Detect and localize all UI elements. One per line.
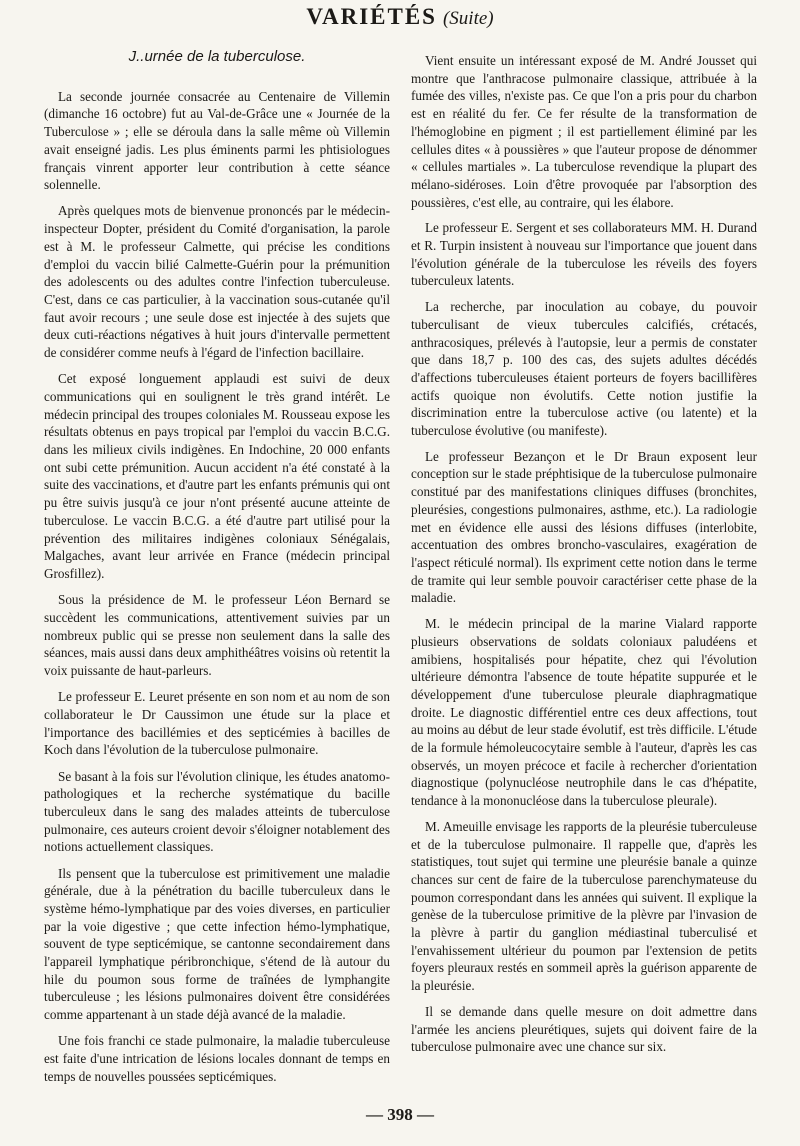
paragraph: M. Ameuille envisage les rapports de la pleurésie tuberculeuse et de la tuberculose pulmonaire. Il rappelle que, d'après les statistiques, tout sujet qui termine une pleurésie banale a quinze chances sur cent de faire de la tuberculose parenchymateuse du poumon correspondant dans les années qui suivent. Il explique la genèse de la tuberculose primitive de la plèvre par l'invasion de la plèvre à partir du ganglion médiastinal tuberculisé et l'envahissement ultérieur du poumon par l'extension de petits foyers pleuraux restés en sommeil après la guérison apparente de la pleurésie. bbox=[411, 818, 757, 994]
left-column bbox=[44, 48, 390, 1094]
right-column bbox=[411, 52, 757, 1064]
paragraph: Après quelques mots de bienvenue prononcés par le médecin-inspecteur Dopter, président du Comité d'organisation, la parole est à M. le professeur Calmette, qui précise les conditions d'emploi du vaccin bilié Calmette-Guérin pour la prémunition des adolescents ou des adultes contre l'infection tuberculeuse. C'est, dans ce cas particulier, à la vaccination sous-cutanée qu'il faut avoir recours ; une seule dose est injectée à des sujets que deux cuti-réactions négatives à huit jours d'intervalle permettent de considérer comme neufs à l'égard de l'infection bacillaire. bbox=[44, 203, 390, 361]
paragraph: Le professeur E. Leuret présente en son nom et au nom de son collaborateur le Dr Caussimon une étude sur la place et l'importance des bacillémies et des septicémies à bacilles de Koch dans l'évolution de la tuberculose pulmonaire. bbox=[44, 689, 390, 758]
paragraph: Sous la présidence de M. le professeur Léon Bernard se succèdent les communications, attentivement suivies par un nombreux public qui se presse non seulement dans la salle des séances, mais aussi dans deux amphithéâtres voisins où retentit la voix puissante de haut-parleurs. bbox=[44, 592, 390, 678]
paragraph: Il se demande dans quelle mesure on doit admettre dans l'armée les anciens pleurétiques, sujets qui doivent faire de la tuberculose pulmonaire avec une chance sur six. bbox=[411, 1003, 757, 1055]
paragraph: Le professeur E. Sergent et ses collaborateurs MM. H. Durand et R. Turpin insistent à nouveau sur l'importance que jouent dans l'évolution générale de la tuberculose les réveils des foyers tuberculeux latents. bbox=[411, 220, 757, 289]
paragraph: La seconde journée consacrée au Centenaire de Villemin (dimanche 16 octobre) fut au Val-de-Grâce une « Journée de la Tuberculose » ; elle se déroula dans la salle même où Villemin avait enseigné jadis. Les plus éminents parmi les phtisiologues français vinrent apporter leur contribution à cette séance solennelle. bbox=[44, 88, 390, 193]
paragraph: Cet exposé longuement applaudi est suivi de deux communications qui en soulignent le très grand intérêt. Le médecin principal des troupes coloniales M. Rousseau expose les résultats obtenus en pays tropical par l'emploi du vaccin B.C.G. dans les milieux civils indigènes. En Indochine, 20 000 enfants ont subi cette prémunition. Aucun accident n'a été constaté à la suite des vaccinations, et d'autre part les enfants prémunis qui ont pu être suivis jusqu'à ce jour n'ont présenté aucune atteinte de tuberculose. Le vaccin B.C.G. a été d'autre part utilisé pour la prévention des militaires indigènes coloniaux Sénégalais, Malgaches, avant leur arrivée en France (médecin principal Grosfillez). bbox=[44, 371, 390, 581]
paragraph: M. le médecin principal de la marine Vialard rapporte plusieurs observations de soldats coloniaux paludéens et amibiens, hospitalisés pour hépatite, chez qui l'évolution ultérieure démontra l'absence de toute hépatite suppurée et le développement d'une tuberculose pleurale diaphragmatique droite. Le diagnostic différentiel entre ces deux affections, tout au moins au début de leur stade évolutif, est très difficile. L'étude de la formule hémoleucocytaire semble à l'auteur, d'après les cas observés, un moyen précoce et facile à rechercher d'orientation diagnostique (polynucléose neutrophile dans le cas d'hépatite, tendance à la mononucléose dans la tuberculose pleurale). bbox=[411, 616, 757, 809]
paragraph: Ils pensent que la tuberculose est primitivement une maladie générale, due à la pénétration du bacille tuberculeux dans le système hémo-lymphatique par des voies diverses, en particulier par la voie digestive ; que cette infection hémo-lymphatique, souvent de type septicémique, se cantonne secondairement dans l'appareil lymphatique péribronchique, s'étend de là autour du hile du poumon sous forme de traînées de lymphangite tuberculeuse ; les lésions pulmonaires doivent être considérées comme appartenant à un stade déjà avancé de la maladie. bbox=[44, 865, 390, 1023]
header-title: VARIÉTÉS bbox=[306, 4, 437, 29]
page-header bbox=[0, 4, 800, 30]
paragraph: Une fois franchi ce stade pulmonaire, la maladie tuberculeuse est faite d'une intrication de lésions locales donnant de temps en temps de nouvelles poussées septicémiques. bbox=[44, 1033, 390, 1084]
paragraph: Se basant à la fois sur l'évolution clinique, les études anatomo-pathologiques et la recherche systématique du bacille tuberculeux dans le sang des malades atteints de tuberculose pulmonaire, ces auteurs croient devoir s'éloigner notablement des notions actuellement classiques. bbox=[44, 768, 390, 855]
header-subtitle: (Suite) bbox=[442, 8, 494, 29]
section-title: J..urnée de la tuberculose. bbox=[128, 48, 306, 65]
page-number: — 398 — bbox=[366, 1105, 434, 1124]
paragraph: Vient ensuite un intéressant exposé de M. André Jousset qui montre que l'anthracose pulmonaire classique, attribuée à la fumée des villes, n'existe pas. Ce que l'on a pris pour du charbon est en réalité du fer. Ce fer résulte de la transformation de l'hémoglobine en pigment ; il est partiellement éliminé par les cellules dites « à poussières » que l'auteur propose de dénommer « cellules martiales ». La tuberculose revendique la plupart des mélano-sidéroses. Loin d'être provoquée par l'absorption des poussières, c'est elle, au contraire, qui les élabore. bbox=[411, 53, 757, 210]
paragraph: Le professeur Bezançon et le Dr Braun exposent leur conception sur le stade préphtisique de la tuberculose pulmonaire constitué par des manifestations cliniques diffuses (bronchites, pleurésies, congestions pulmonaires, asthme, etc.). La radiologie met en évidence elle aussi des lésions diffuses (interlobite, accentuation des ombres broncho-vasculaires, exagération de l'aspect réticulé normal). Ils expriment cette notion dans le terme de tramite qui leur semble pouvoir caractériser cette phase de la maladie. bbox=[411, 448, 757, 606]
paragraph: La recherche, par inoculation au cobaye, du pouvoir tuberculisant de vieux tubercules calcifiés, crétacés, anthracosiques, prélevés à l'autopsie, leur a permis de constater que dans 18,7 p. 100 des cas, des sujets adultes décédés d'affections tuberculeuses étaient porteurs de foyers bacillifères actifs quoique non évolutifs. Cette notion justifie la discrimination entre la tuberculose active (ou latente) et la tuberculose évolutive (ou manifeste). bbox=[411, 299, 757, 439]
